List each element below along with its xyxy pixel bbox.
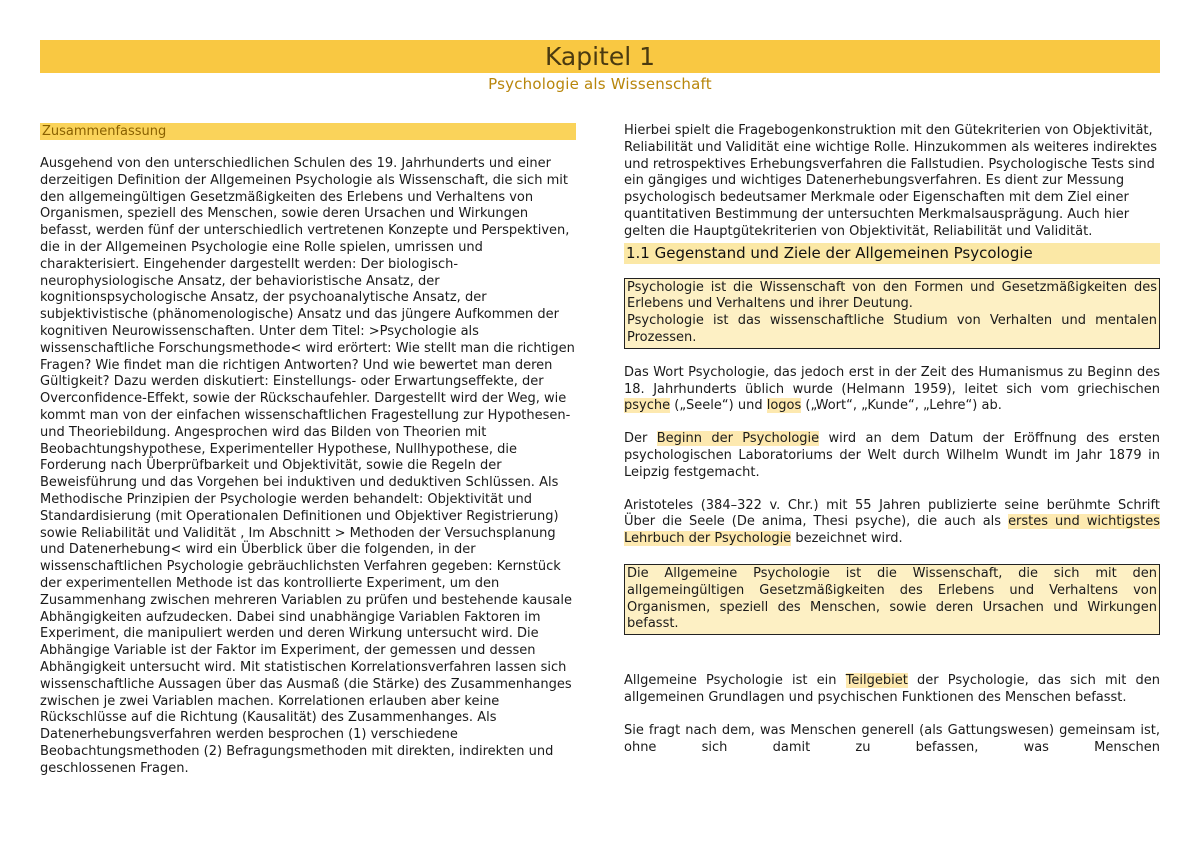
text-segment: wird an dem Datum der Eröffnung des ersten psychologischen Laboratoriums der Welt durch Wilhelm Wundt im Jahr 1879 in Leipzig festgemacht. <box>624 431 1160 480</box>
highlight-subfield: Teilgebiet <box>845 673 908 689</box>
text-segment: Aristoteles (384–322 v. Chr.) mit 55 Jahren publizierte seine berühmte Schrift Über die Seele (De anima, Thesi psyche), die auch als <box>624 497 1160 530</box>
spacer <box>624 707 1160 723</box>
text-segment: der Psychologie, das sich mit den allgemeinen Grundlagen und psychischen Funktionen des Menschen befasst. <box>624 673 1160 705</box>
text-segment: Der <box>624 431 657 447</box>
paragraph-subfield <box>624 673 1160 707</box>
paragraph-question: Sie fragt nach dem, was Menschen generell (als Gattungswesen) gemeinsam ist, ohne sich damit zu befassen, was Menschen <box>624 722 1160 755</box>
text-segment: („Wort“, „Kunde“, „Lehre“) ab. <box>801 398 1002 414</box>
paragraph-aristoteles <box>624 498 1160 548</box>
section-heading: 1.1 Gegenstand und Ziele der Allgemeinen Psycologie <box>624 243 1160 264</box>
highlight-psyche: psyche <box>624 398 671 414</box>
text-segment: („Seele“) und <box>670 398 767 414</box>
title-bar <box>40 40 1160 73</box>
spacer <box>624 264 1160 278</box>
spacer <box>624 482 1160 498</box>
intro-paragraph: Hierbei spielt die Fragebogenkonstruktion mit den Gütekriterien von Objektivität, Reliabilität und Validität eine wichtige Rolle. Hinzukommen als weiteres indirektes und retrospektives Erhebungsverfahren die Fallstudien. Psychologische Tests sind ein gängiges und wichtiges Datenerhebungsverfahren. Es dient zur Messung psychologisch bedeutsamer Merkmale oder Eigenschaften mit dem Ziel einer quantitativen Bestimmung der untersuchten Merkmalsausprägung. Auch hier gelten die Hauptgütekriterien von Objektivität, Reliabilität und Validität. <box>624 123 1158 239</box>
definition-line-1: Psychologie ist die Wissenschaft von den Formen und Gesetzmäßigkeiten des Erlebens und Verhaltens und ihrer Deutung. <box>627 279 1157 312</box>
spacer <box>624 548 1160 564</box>
definition-box-general-psychology: Die Allgemeine Psychologie ist die Wissenschaft, die sich mit den allgemeingültigen Gesetzmäßigkeiten des Erlebens und Verhaltens von Organismen, speziell des Menschen, sowie deren Ursachen und Wirkungen befasst. <box>624 564 1160 635</box>
summary-label: Zusammenfassung <box>40 123 576 140</box>
highlight-logos: logos <box>766 398 802 414</box>
highlight-beginning: Beginn der Psychologie <box>656 431 820 447</box>
chapter-title: Kapitel 1 <box>544 42 656 71</box>
text-segment: Allgemeine Psychologie ist ein <box>624 673 846 689</box>
definition-box-psychology <box>624 278 1160 349</box>
text-segment: Das Wort Psychologie, das jedoch erst in der Zeit des Humanismus zu Beginn des 18. Jahrhunderts üblich wurde (Helmann 1959), leitet sich vom griechischen <box>624 364 1160 397</box>
text-segment: bezeichnet wird. <box>791 531 903 547</box>
chapter-subtitle: Psychologie als Wissenschaft <box>488 75 712 93</box>
definition-line-2: Psychologie ist das wissenschaftliche Studium von Verhalten und mentalen Prozessen. <box>627 313 1157 345</box>
spacer <box>624 635 1160 673</box>
highlight-textbook: erstes und wichtigstes Lehrbuch der Psychologie <box>624 514 1160 547</box>
spacer <box>624 349 1160 365</box>
right-column <box>624 123 1160 756</box>
left-column <box>40 123 576 777</box>
summary-text: Ausgehend von den unterschiedlichen Schulen des 19. Jahrhunderts und einer derzeitigen Definition der Allgemeinen Psychologie als Wissenschaft, die sich mit den allgemeingültigen Gesetzmäßigkeiten des Erlebens und Verhaltens von Organismen, speziell des Menschen, sowie deren Ursachen und Wirkungen befasst, werden fünf der unterschiedlich vertretenen Konzepte und Perspektiven, die in der Allgemeinen Psychologie eine Rolle spielen, umrissen und charakterisiert. Eingehender dargestellt werden: Der biologisch-neurophysiologische Ansatz, der behavioristische Ansatz, der kognitionspsychologische Ansatz, der psychoanalytische Ansatz, der subjektivistische (phänomenologische) Ansatz und das jüngere Aufkommen der kognitiven Neurowissenschaften. Unter dem Titel: >Psychologie als wissenschaftliche Forschungsmethode< wird erörtert: Wie stellt man die richtigen Fragen? Wie findet man die richtigen Antworten? Und wie bewertet man deren Gültigkeit? Dazu werden diskutiert: Einstellungs- oder Erwartungseffekte, der Overconfidence-Effekt, sowie der Rückschaufehler. Dargestellt wird der Weg, wie kommt man von der einfachen wissenschaftlichen Fragestellung zur Hypothesen- und Theoriebildung. Angesprochen wird das Bilden von Theorien mit Beobachtungshypothese, Experimenteller Hypothese, Nullhypothese, die Forderung nach Überprüfbarkeit und Objektivität, sowie die Regeln der Beweisführung und das Vorgehen bei induktiven und deduktiven Schlüssen. Als Methodische Prinzipien der Psychologie werden behandelt: Objektivität und Standardisierung (mit Operationalen Definitionen und Objektiver Registrierung) sowie Reliabilität und Validität , Im Abschnitt > Methoden der Versuchsplanung und Datenerhebung< wird ein Überblick über die folgenden, in der wissenschaftlichen Psychologie gebräuchlichsten Verfahren gegeben: Kernstück der experimentellen Methode ist das kontrollierte Experiment, um den Zusammenhang zwischen mehreren Variablen zu prüfen und bestehende kausale Abhängigkeiten aufzudecken. Dabei sind unabhängige Variablen Faktoren im Experiment, die manipuliert werden und deren Wirkung untersucht wird. Die Abhängige Variable ist der Faktor im Experiment, der gemessen und dessen Abhängigkeit untersucht wird. Mit statistischen Korrelationsverfahren lassen sich wissenschaftliche Aussagen über das Ausmaß (die Stärke) des Zusammenhanges zwischen je zwei Variablen machen. Korrelationen erlauben aber keine Rückschlüsse auf die Richtung (Kausalität) des Zusammenhanges. Als Datenerhebungsverfahren werden besprochen (1) verschiedene Beobachtungsmethoden (2) Befragungsmethoden mit direkten, indirekten und geschlossenen Fragen. <box>40 156 575 776</box>
paragraph-word-origin <box>624 365 1160 415</box>
paragraph-beginning <box>624 431 1160 481</box>
spacer <box>624 415 1160 431</box>
